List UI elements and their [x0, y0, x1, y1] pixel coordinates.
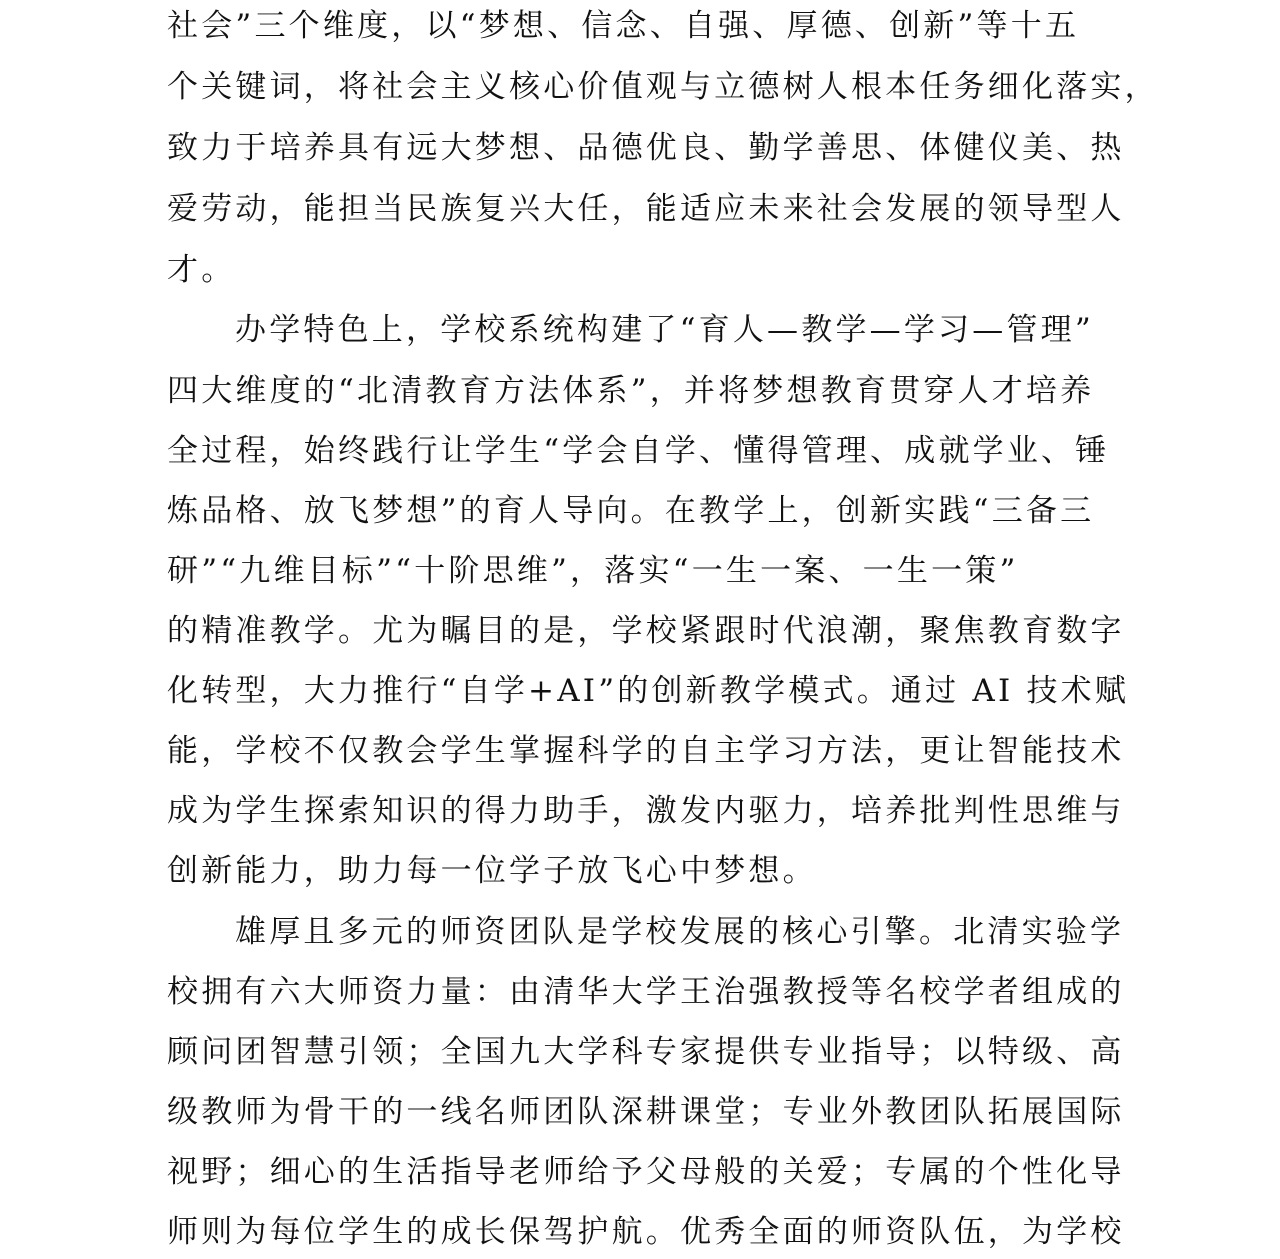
paragraph-2-line-8: 能，学校不仅教会学生掌握科学的自主学习方法，更让智能技术 — [167, 733, 1125, 769]
paragraph-2-line-9: 成为学生探索知识的得力助手，激发内驱力，培养批判性思维与 — [167, 793, 1125, 829]
paragraph-1-line-3: 致力于培养具有远大梦想、品德优良、勤学善思、体健仪美、热 — [167, 130, 1125, 166]
paragraph-2-line-6: 的精准教学。尤为瞩目的是，学校紧跟时代浪潮，聚焦教育数字 — [167, 613, 1125, 649]
paragraph-2-line-3: 全过程，始终践行让学生“学会自学、懂得管理、成就学业、锤 — [167, 433, 1110, 469]
paragraph-1-line-4: 爱劳动，能担当民族复兴大任，能适应未来社会发展的领导型人 — [167, 191, 1125, 227]
paragraph-3-line-1: 雄厚且多元的师资团队是学校发展的核心引擎。北清实验学 — [235, 914, 1125, 950]
paragraph-3-line-2: 校拥有六大师资力量：由清华大学王治强教授等名校学者组成的 — [167, 974, 1125, 1010]
paragraph-1-line-2: 个关键词，将社会主义核心价值观与立德树人根本任务细化落实， — [167, 69, 1159, 105]
paragraph-3-line-3: 顾问团智慧引领；全国九大学科专家提供专业指导；以特级、高 — [167, 1034, 1125, 1070]
paragraph-2-line-7: 化转型，大力推行“自学+AI”的创新教学模式。通过 AI 技术赋 — [167, 673, 1130, 709]
paragraph-3-line-5: 视野；细心的生活指导老师给予父母般的关爱；专属的个性化导 — [167, 1154, 1125, 1190]
paragraph-3-line-4: 级教师为骨干的一线名师团队深耕课堂；专业外教团队拓展国际 — [167, 1094, 1125, 1130]
paragraph-2-line-2: 四大维度的“北清教育方法体系”，并将梦想教育贯穿人才培养 — [167, 373, 1095, 409]
paragraph-1-line-1: 社会”三个维度，以“梦想、信念、自强、厚德、创新”等十五 — [167, 8, 1080, 44]
paragraph-2-line-4: 炼品格、放飞梦想”的育人导向。在教学上，创新实践“三备三 — [167, 493, 1095, 529]
paragraph-1-line-5: 才。 — [167, 252, 236, 288]
paragraph-2-line-5: 研”“九维目标”“十阶思维”，落实“一生一案、一生一策” — [167, 553, 1019, 589]
paragraph-3-line-6: 师则为每位学生的成长保驾护航。优秀全面的师资队伍，为学校 — [167, 1214, 1125, 1250]
paragraph-2-line-10: 创新能力，助力每一位学子放飞心中梦想。 — [167, 853, 817, 889]
paragraph-2-line-1: 办学特色上，学校系统构建了“育人—教学—学习—管理” — [235, 312, 1094, 348]
